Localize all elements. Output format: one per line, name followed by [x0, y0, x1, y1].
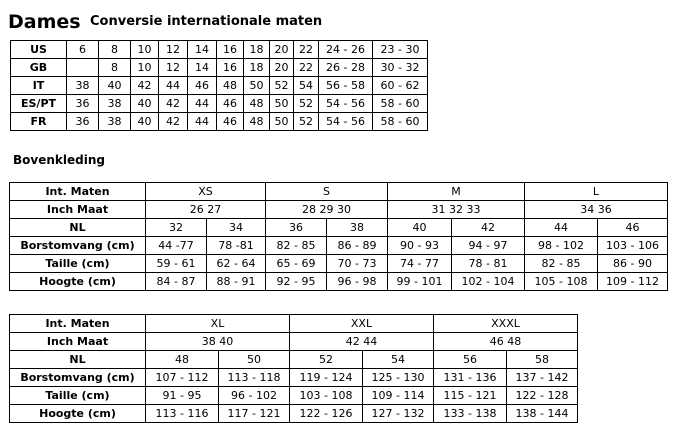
inch-cell: 34 36 [525, 201, 668, 219]
table-cell: 52 [290, 351, 363, 369]
header-row-sizes [10, 315, 578, 333]
table-cell: 74 - 77 [388, 255, 452, 273]
table-cell: 137 - 142 [507, 369, 578, 387]
table-row [11, 41, 428, 59]
table-cell: 16 [217, 41, 244, 59]
table-cell: 122 - 126 [290, 405, 363, 423]
table-cell: 103 - 106 [598, 237, 668, 255]
table-cell: 86 - 89 [327, 237, 388, 255]
upper-wear-table-xl-xxxl [9, 314, 578, 423]
table-cell: 91 - 95 [146, 387, 219, 405]
table-cell: 44 [159, 77, 188, 95]
table-cell: 125 - 130 [363, 369, 434, 387]
table-cell: 86 - 90 [598, 255, 668, 273]
table-cell: 54 - 56 [319, 113, 373, 131]
row-label: Int. Maten [10, 315, 146, 333]
row-label: Taille (cm) [10, 255, 146, 273]
table-cell: 32 [146, 219, 207, 237]
table-cell: 23 - 30 [373, 41, 428, 59]
table-cell: 46 [598, 219, 668, 237]
table-cell: 92 - 95 [266, 273, 327, 291]
table-cell: 40 [99, 77, 131, 95]
table-cell: 6 [67, 41, 99, 59]
table-cell: 60 - 62 [373, 77, 428, 95]
table-cell: 20 [270, 59, 294, 77]
row-label: Inch Maat [10, 201, 146, 219]
table-cell: 42 [131, 77, 159, 95]
table-cell: 36 [266, 219, 327, 237]
table-cell: 12 [159, 41, 188, 59]
table-cell: 52 [270, 77, 294, 95]
table-cell: 50 [219, 351, 290, 369]
inch-cell: 31 32 33 [388, 201, 525, 219]
row-label: Hoogte (cm) [10, 405, 146, 423]
table-cell: 48 [244, 95, 270, 113]
table-cell: 44 [188, 95, 217, 113]
inch-cell: 28 29 30 [266, 201, 388, 219]
table-cell: 54 - 56 [319, 95, 373, 113]
table-cell: 14 [188, 59, 217, 77]
table-cell: 40 [131, 95, 159, 113]
table-row [11, 95, 428, 113]
table-cell: 99 - 101 [388, 273, 452, 291]
row-label: Inch Maat [10, 333, 146, 351]
table-cell: 103 - 108 [290, 387, 363, 405]
row-label: Int. Maten [10, 183, 146, 201]
table-cell: 62 - 64 [207, 255, 266, 273]
table-cell: 48 [244, 113, 270, 131]
row-label: Hoogte (cm) [10, 273, 146, 291]
table-row [10, 405, 578, 423]
table-cell: 133 - 138 [434, 405, 507, 423]
table-cell: 18 [244, 59, 270, 77]
table-cell: 14 [188, 41, 217, 59]
size-header: M [388, 183, 525, 201]
table-cell: 48 [146, 351, 219, 369]
table-cell: 102 - 104 [452, 273, 525, 291]
table-cell: 46 [217, 95, 244, 113]
table-cell: 46 [188, 77, 217, 95]
inch-cell: 42 44 [290, 333, 434, 351]
table-cell: 138 - 144 [507, 405, 578, 423]
header-row-sizes [10, 183, 668, 201]
table-cell: 38 [99, 113, 131, 131]
table-cell: 96 - 102 [219, 387, 290, 405]
table-row [10, 273, 668, 291]
table-cell: 36 [67, 113, 99, 131]
table-cell: 59 - 61 [146, 255, 207, 273]
table-cell: 42 [159, 95, 188, 113]
table-row [10, 219, 668, 237]
table-cell: 12 [159, 59, 188, 77]
table-cell: 54 [363, 351, 434, 369]
size-header: XL [146, 315, 290, 333]
table-cell: 58 - 60 [373, 113, 428, 131]
size-header: XXL [290, 315, 434, 333]
table-cell: 117 - 121 [219, 405, 290, 423]
table-cell: 8 [99, 59, 131, 77]
section-title: Bovenkleding [13, 153, 105, 167]
table-cell: 56 [434, 351, 507, 369]
table-cell: 52 [294, 95, 319, 113]
table-cell: 50 [270, 113, 294, 131]
inch-cell: 26 27 [146, 201, 266, 219]
row-label: FR [11, 113, 67, 131]
table-cell: 40 [388, 219, 452, 237]
table-cell: 107 - 112 [146, 369, 219, 387]
table-row [10, 351, 578, 369]
table-cell: 113 - 116 [146, 405, 219, 423]
table-row [11, 113, 428, 131]
table-row [11, 77, 428, 95]
table-cell: 52 [294, 113, 319, 131]
table-cell: 24 - 26 [319, 41, 373, 59]
table-row [10, 255, 668, 273]
table-cell: 94 - 97 [452, 237, 525, 255]
table-cell: 58 [507, 351, 578, 369]
size-header: S [266, 183, 388, 201]
row-label: Borstomvang (cm) [10, 369, 146, 387]
table-cell: 8 [99, 41, 131, 59]
table-cell: 16 [217, 59, 244, 77]
header-row-inch [10, 201, 668, 219]
table-cell: 22 [294, 41, 319, 59]
table-row [10, 369, 578, 387]
table-cell: 82 - 85 [525, 255, 598, 273]
inch-cell: 38 40 [146, 333, 290, 351]
table-cell: 127 - 132 [363, 405, 434, 423]
table-cell: 109 - 114 [363, 387, 434, 405]
table-cell: 42 [159, 113, 188, 131]
table-cell: 56 - 58 [319, 77, 373, 95]
page-title: Dames [8, 11, 81, 33]
table-cell: 38 [67, 77, 99, 95]
table-cell: 50 [244, 77, 270, 95]
table-cell [67, 59, 99, 77]
table-cell: 38 [99, 95, 131, 113]
table-cell: 40 [131, 113, 159, 131]
table-cell: 119 - 124 [290, 369, 363, 387]
size-header: XS [146, 183, 266, 201]
table-cell: 42 [452, 219, 525, 237]
table-cell: 50 [270, 95, 294, 113]
size-header: XXXL [434, 315, 578, 333]
table-cell: 46 [217, 113, 244, 131]
row-label: GB [11, 59, 67, 77]
table-cell: 26 - 28 [319, 59, 373, 77]
table-cell: 78 -81 [207, 237, 266, 255]
table-row [10, 237, 668, 255]
row-label: NL [10, 219, 146, 237]
inch-cell: 46 48 [434, 333, 578, 351]
table-cell: 78 - 81 [452, 255, 525, 273]
row-label: IT [11, 77, 67, 95]
table-cell: 98 - 102 [525, 237, 598, 255]
table-cell: 30 - 32 [373, 59, 428, 77]
table-cell: 122 - 128 [507, 387, 578, 405]
table-cell: 105 - 108 [525, 273, 598, 291]
table-cell: 48 [217, 77, 244, 95]
table-cell: 36 [67, 95, 99, 113]
table-row [11, 59, 428, 77]
row-label: US [11, 41, 67, 59]
table-row [10, 387, 578, 405]
table-cell: 115 - 121 [434, 387, 507, 405]
table-cell: 54 [294, 77, 319, 95]
table-cell: 82 - 85 [266, 237, 327, 255]
page-subtitle: Conversie internationale maten [90, 14, 323, 29]
table-cell: 70 - 73 [327, 255, 388, 273]
table-cell: 84 - 87 [146, 273, 207, 291]
table-cell: 34 [207, 219, 266, 237]
table-cell: 109 - 112 [598, 273, 668, 291]
row-label: Borstomvang (cm) [10, 237, 146, 255]
table-cell: 20 [270, 41, 294, 59]
header-row-inch [10, 333, 578, 351]
table-cell: 10 [131, 59, 159, 77]
table-cell: 90 - 93 [388, 237, 452, 255]
row-label: ES/PT [11, 95, 67, 113]
upper-wear-table-xs-l [9, 182, 668, 291]
table-cell: 44 [525, 219, 598, 237]
conversion-table [10, 40, 428, 131]
table-cell: 58 - 60 [373, 95, 428, 113]
table-cell: 18 [244, 41, 270, 59]
table-cell: 22 [294, 59, 319, 77]
table-cell: 96 - 98 [327, 273, 388, 291]
table-cell: 113 - 118 [219, 369, 290, 387]
table-cell: 65 - 69 [266, 255, 327, 273]
row-label: Taille (cm) [10, 387, 146, 405]
table-cell: 88 - 91 [207, 273, 266, 291]
table-cell: 10 [131, 41, 159, 59]
row-label: NL [10, 351, 146, 369]
table-cell: 44 [188, 113, 217, 131]
table-cell: 131 - 136 [434, 369, 507, 387]
size-header: L [525, 183, 668, 201]
table-cell: 38 [327, 219, 388, 237]
table-cell: 44 -77 [146, 237, 207, 255]
